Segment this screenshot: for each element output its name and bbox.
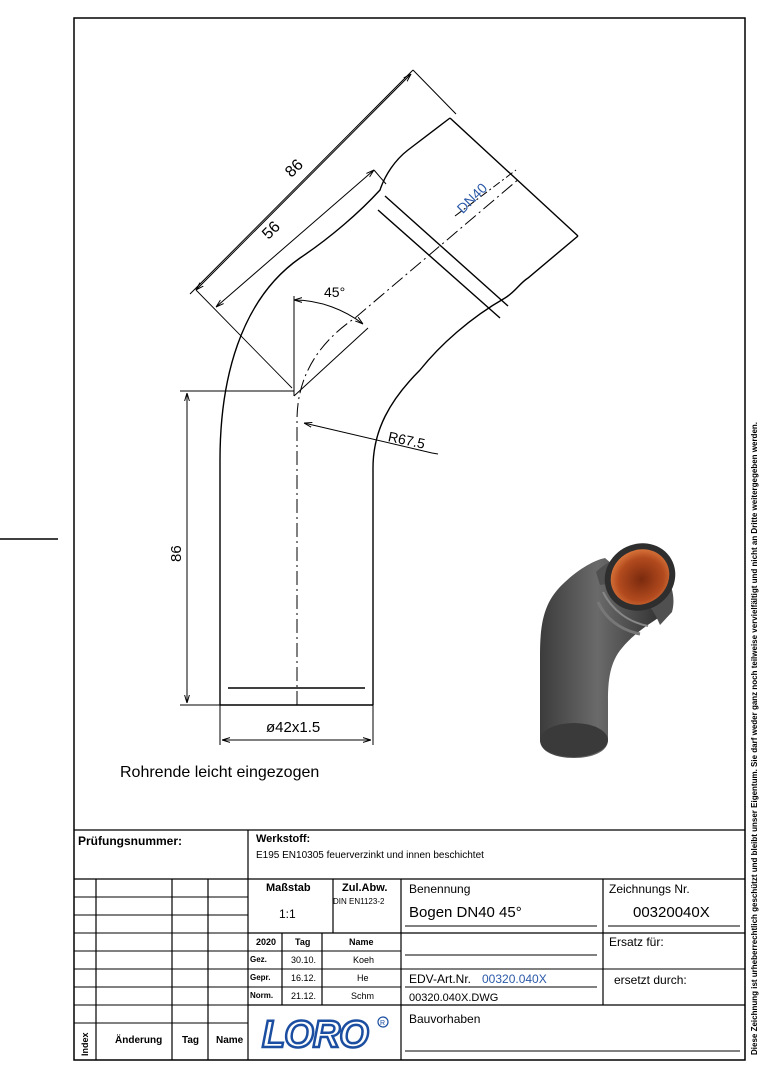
dim-radius-label: R67.5 <box>386 428 427 452</box>
dim-diameter-label: ø42x1.5 <box>266 719 321 736</box>
row-gepr-label: Gepr. <box>250 973 271 982</box>
row-norm-tag: 21.12. <box>291 991 317 1001</box>
row-gepr-tag: 16.12. <box>291 973 317 983</box>
dim-86-vertical-label: 86 <box>168 545 185 562</box>
tag-header: Tag <box>295 937 311 947</box>
row-norm-label: Norm. <box>250 991 274 1000</box>
radius-leader-tail <box>432 453 438 454</box>
dimension-56-slanted <box>216 170 386 307</box>
edv-art-nr-value: 00320.040X <box>482 972 547 986</box>
svg-text:LORO: LORO <box>262 1014 368 1056</box>
row-gez-name: Koeh <box>353 955 375 965</box>
zeichnungs-nr-value: 00320040X <box>633 904 710 921</box>
benennung-value: Bogen DN40 45° <box>409 904 522 921</box>
werkstoff-value: E195 EN10305 feuerverzinkt und innen beschichtet <box>256 850 484 861</box>
name-header: Name <box>349 937 374 947</box>
dim-56-slanted-label: 56 <box>259 218 284 243</box>
row-gez-label: Gez. <box>250 955 267 964</box>
dwg-file: 00320.040X.DWG <box>409 992 499 1004</box>
tag-col-label: Tag <box>182 1035 200 1046</box>
dimension-86-vertical <box>180 391 294 705</box>
row-gez-tag: 30.10. <box>291 955 317 965</box>
dim-angle-label: 45° <box>324 284 346 300</box>
massstab-label: Maßstab <box>266 882 311 894</box>
dim-dn40-label: DN40 <box>453 179 491 217</box>
aenderung-label: Änderung <box>115 1035 163 1046</box>
werkstoff-label: Werkstoff: <box>256 833 311 845</box>
zul-abw-label: Zul.Abw. <box>342 882 388 894</box>
index-label: Index <box>80 1032 90 1056</box>
pipe-3d-render <box>540 530 688 758</box>
dimension-86-slanted <box>190 70 456 388</box>
dim-86-slanted-label: 86 <box>282 156 307 181</box>
zeichnungs-nr-label: Zeichnungs Nr. <box>609 882 690 896</box>
bauvorhaben-label: Bauvorhaben <box>409 1012 481 1026</box>
angle-construction <box>294 296 368 396</box>
pruefungsnummer-label: Prüfungsnummer: <box>78 834 183 848</box>
pipe-bend-outline <box>220 118 578 705</box>
name-col-label: Name <box>216 1035 244 1046</box>
ersatz-fuer-label: Ersatz für: <box>609 935 664 949</box>
svg-text:R: R <box>380 1020 386 1027</box>
massstab-value: 1:1 <box>279 907 296 921</box>
edv-art-nr-label: EDV-Art.Nr. <box>409 972 472 986</box>
drawing-note: Rohrende leicht eingezogen <box>120 764 320 781</box>
row-gepr-name: He <box>357 973 369 983</box>
loro-logo <box>262 1014 388 1056</box>
benennung-label: Benennung <box>409 882 471 896</box>
zul-abw-value: DIN EN1123-2 <box>333 897 385 906</box>
ersetzt-durch-label: ersetzt durch: <box>614 973 687 987</box>
row-norm-name: Schm <box>351 991 375 1001</box>
year: 2020 <box>256 937 277 947</box>
copyright-notice: Diese Zeichnung ist urheberrechtlich geschützt und bleibt unser Eigentum. Sie darf weder ganz noch teilweise vervielfältigt und nicht an Dritte weitergegeben werden. <box>750 421 759 1055</box>
